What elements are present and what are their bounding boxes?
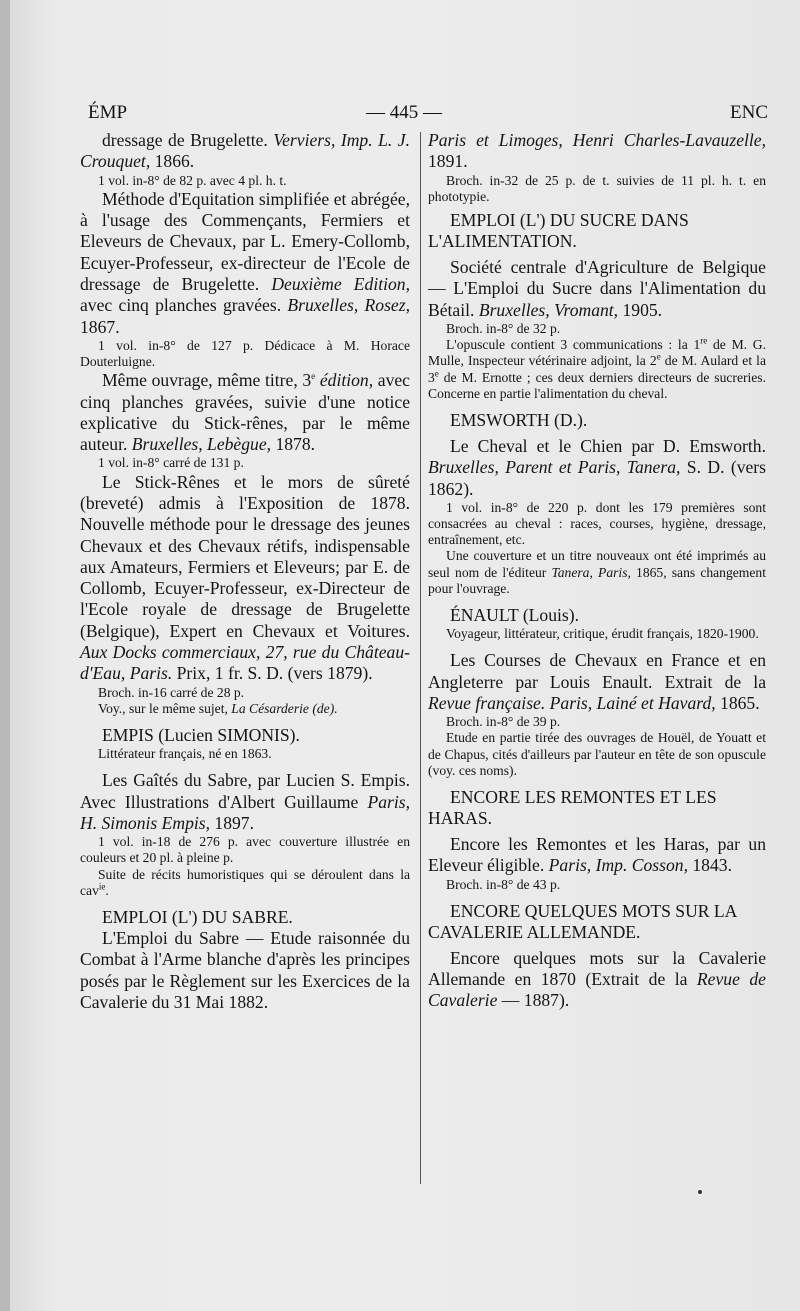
page-number: — 445 — bbox=[366, 102, 442, 123]
block-spacer bbox=[80, 762, 410, 770]
entry-note: L'opuscule contient 3 communications : la 1re de M. G. Mulle, Inspecteur vétérinaire adjoint, la 2e de M. Aulard et la 3e de M. Ernotte ; ces deux derniers directeurs de sucreries. Concerne en partie l'alimentation du cheval. bbox=[428, 335, 766, 401]
entry-note: Voy., sur le même sujet, La Césarderie (de). bbox=[98, 700, 338, 716]
header-left: ÉMP bbox=[88, 102, 128, 123]
block-spacer bbox=[80, 717, 410, 725]
entry-heading: EMPIS (Lucien SIMONIS). bbox=[102, 725, 300, 746]
entry-note: Littérateur français, né en 1863. bbox=[98, 746, 272, 762]
book-page bbox=[10, 0, 800, 1311]
right-column bbox=[428, 130, 766, 1012]
entry-continuation: Paris et Limoges, Henri Charles-Lavauzelle, 1891. bbox=[428, 130, 766, 172]
block-spacer bbox=[428, 893, 766, 901]
entry-note: 1 vol. in-8° de 82 p. avec 4 pl. h. t. bbox=[98, 172, 287, 188]
entry-note: 1 vol. in-8° carré de 131 p. bbox=[98, 455, 244, 471]
entry-note: Broch. in-8° de 32 p. bbox=[446, 320, 561, 336]
entry-title-paragraph: Même ouvrage, même titre, 3e édition, avec cinq planches gravées, suivie d'une notice explicative du Stick-rênes, par le même auteur. Bruxelles, Lebègue, 1878. bbox=[80, 370, 410, 455]
entry-note: 1 vol. in-8° de 220 p. dont les 179 premières sont consacrées au cheval : races, courses, hygiène, dressage, entraînement, etc. bbox=[428, 499, 766, 548]
entry-note: Broch. in-32 de 25 p. de t. suivies de 11 pl. h. t. en phototypie. bbox=[428, 172, 766, 204]
entry-note: Etude en partie tirée des ouvrages de Houël, de Youatt et de Chapus, cités d'ailleurs par l'auteur en tête de son opuscule (voy. ces noms). bbox=[428, 730, 766, 778]
entry-note: Broch. in-8° de 43 p. bbox=[446, 876, 561, 892]
entry-note: Voyageur, littérateur, critique, érudit français, 1820-1900. bbox=[446, 626, 759, 642]
block-spacer bbox=[428, 597, 766, 605]
entry-note: 1 vol. in-18 de 276 p. avec couverture illustrée en couleurs et 20 pl. à pleine p. bbox=[80, 834, 410, 866]
entry-title-paragraph: dressage de Brugelette. Verviers, Imp. L. J. Crouquet, 1866. bbox=[80, 130, 410, 172]
block-spacer bbox=[428, 779, 766, 787]
running-header bbox=[88, 102, 768, 128]
entry-title-paragraph: Encore les Remontes et les Haras, par un Eleveur éligible. Paris, Imp. Cosson, 1843. bbox=[428, 833, 766, 876]
entry-title-paragraph: Le Stick-Rênes et le mors de sûreté (breveté) admis à l'Exposition de 1878. Nouvelle méthode pour le dressage des jeunes Chevaux et des Chevaux rétifs, indispensable aux Amateurs, Fermiers et Eleveurs; par E. de Collomb, Ecuyer-Professeur, ex-Directeur de l'Ecole royale de dressage de Brugelette (Belgique), Expert en Chevaux et Voitures. Aux Docks commerciaux, 27, rue du Château-d'Eau, Paris. Prix, 1 fr. S. D. (vers 1879). bbox=[80, 471, 410, 684]
entry-note: Broch. in-16 carré de 28 p. bbox=[98, 684, 245, 700]
entry-note: 1 vol. in-8° de 127 p. Dédicace à M. Horace Douterluigne. bbox=[80, 337, 410, 370]
entry-heading: EMPLOI (L') DU SABRE. bbox=[102, 906, 293, 927]
column-divider bbox=[420, 132, 421, 1184]
left-column bbox=[80, 130, 410, 1013]
entry-note: Suite de récits humoristiques qui se déroulent dans la cav$^{ie}$. bbox=[80, 866, 410, 898]
entry-heading: EMPLOI (L') DU SUCRE DANS L'ALIMENTATION. bbox=[428, 210, 689, 251]
entry-title-paragraph: Encore quelques mots sur la Cavalerie Allemande en 1870 (Extrait de la Revue de Cavalerie — 1887). bbox=[428, 947, 766, 1011]
entry-heading: EMSWORTH (D.). bbox=[450, 409, 588, 430]
entry-title-paragraph: Les Gaîtés du Sabre, par Lucien S. Empis. Avec Illustrations d'Albert Guillaume Paris, H. Simonis Empis, 1897. bbox=[80, 770, 410, 833]
entry-title-paragraph: Les Courses de Chevaux en France et en Angleterre par Louis Enault. Extrait de la Revue française. Paris, Lainé et Havard, 1865. bbox=[428, 650, 766, 713]
entry-heading: ENCORE LES REMONTES ET LES HARAS. bbox=[428, 786, 717, 828]
entry-heading: ÉNAULT (Louis). bbox=[450, 605, 580, 626]
block-spacer bbox=[80, 899, 410, 907]
entry-heading: ENCORE QUELQUES MOTS SUR LA CAVALERIE ALLEMANDE. bbox=[428, 900, 737, 942]
entry-note: Broch. in-8° de 39 p. bbox=[446, 714, 561, 730]
block-spacer bbox=[428, 402, 766, 410]
entry-title-paragraph: L'Emploi du Sabre — Etude raisonnée du Combat à l'Arme blanche d'après les principes posés par le Règlement sur les Exercices de la Cavalerie du 31 Mai 1882. bbox=[80, 927, 410, 1012]
entry-title-paragraph: Société centrale d'Agriculture de Belgique — L'Emploi du Sucre dans l'Alimentation du Bétail. Bruxelles, Vromant, 1905. bbox=[428, 257, 766, 320]
printing-speck bbox=[698, 1190, 702, 1194]
block-spacer bbox=[428, 642, 766, 650]
entry-title-paragraph: Le Cheval et le Chien par D. Emsworth. Bruxelles, Parent et Paris, Tanera, S. D. (vers 1862). bbox=[428, 435, 767, 499]
entry-title-paragraph: Méthode d'Equitation simplifiée et abrégée, à l'usage des Commençants, Fermiers et Eleveurs de Chevaux, par L. Emery-Collomb, Ecuyer-Professeur, ex-directeur de l'Ecole de dressage de Brugelette. Deuxième Edition, avec cinq planches gravées. Bruxelles, Rosez, 1867. bbox=[80, 188, 410, 337]
header-right: ENC bbox=[730, 102, 768, 123]
entry-note: Une couverture et un titre nouveaux ont été imprimés au seul nom de l'éditeur Tanera, Paris, 1865, sans changement pour l'ouvrage. bbox=[428, 548, 766, 596]
